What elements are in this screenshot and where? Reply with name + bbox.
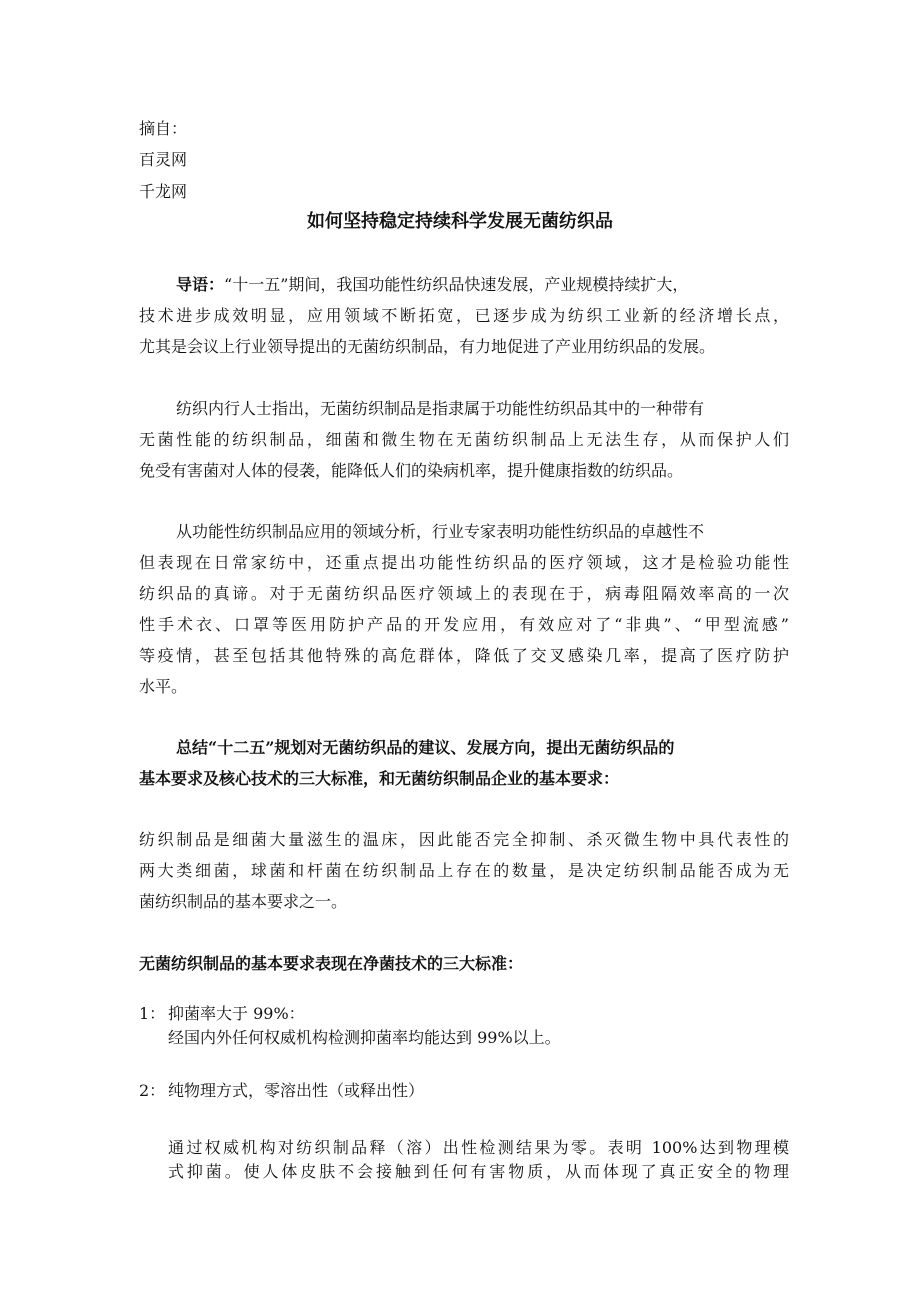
item1-number: 1： (139, 1004, 166, 1023)
para3-line-2: 两大类细菌，球菌和杆菌在纺织制品上存在的数量，是决定纺织制品能否成为无 (139, 861, 789, 880)
para2-line-2: 但表现在日常家纺中，还重点提出功能性纺织品的医疗领域，这才是检验功能性 (139, 553, 789, 572)
para2-line-6: 水平。 (139, 677, 188, 696)
intro-line-3: 尤其是会议上行业领导提出的无菌纺织制品，有力地促进了产业用纺织品的发展。 (139, 337, 716, 356)
intro-lead-label: 导语： (176, 275, 225, 294)
item1-title: 抑菌率大于 99%： (168, 1004, 305, 1023)
intro-line-2: 技术进步成效明显，应用领域不断拓宽，已逐步成为纺织工业新的经济增长点， (139, 306, 789, 325)
item2-title: 纯物理方式，零溶出性（或释出性） (168, 1081, 425, 1100)
item2-detail-line-1: 通过权威机构对纺织制品释（溶）出性检测结果为零。表明 100%达到物理模 (168, 1138, 789, 1157)
para3-line-1: 纺织制品是细菌大量滋生的温床，因此能否完全抑制、杀灭微生物中具代表性的 (139, 830, 789, 849)
standards-heading: 无菌纺织制品的基本要求表现在净菌技术的三大标准： (139, 954, 524, 973)
item1-detail: 经国内外任何权威机构检测抑菌率均能达到 99%以上。 (168, 1028, 561, 1047)
source-label: 摘自： (139, 119, 188, 138)
para2-line-1: 从功能性纺织制品应用的领域分析，行业专家表明功能性纺织品的卓越性不 (176, 522, 705, 541)
item2-detail-line-2: 式抑菌。使人体皮肤不会接触到任何有害物质，从而体现了真正安全的物理 (168, 1162, 789, 1181)
item2-number: 2： (139, 1081, 166, 1100)
intro-line-1: 导语：“十一五”期间，我国功能性纺织品快速发展，产业规模持续扩大， (176, 275, 689, 294)
source-site-2: 千龙网 (139, 182, 188, 201)
para2-line-4: 性手术衣、口罩等医用防护产品的开发应用，有效应对了“非典”、“甲型流感” (139, 615, 789, 634)
para1-line-3: 免受有害菌对人体的侵袭，能降低人们的染病机率，提升健康指数的纺织品。 (139, 461, 684, 480)
source-site-1: 百灵网 (139, 150, 188, 169)
para2-line-5: 等疫情，甚至包括其他特殊的高危群体，降低了交叉感染几率，提高了医疗防护 (139, 646, 789, 665)
para2-line-3: 纺织品的真谛。对于无菌纺织品医疗领域上的表现在于，病毒阻隔效率高的一次 (139, 584, 789, 603)
summary-line-1: 总结“十二五”规划对无菌纺织品的建议、发展方向，提出无菌纺织品的 (176, 738, 675, 757)
summary-line-2: 基本要求及核心技术的三大标准，和无菌纺织制品企业的基本要求： (139, 769, 620, 788)
page-title: 如何坚持稳定持续科学发展无菌纺织品 (307, 211, 613, 232)
para1-line-1: 纺织内行人士指出，无菌纺织制品是指隶属于功能性纺织品其中的一种带有 (176, 399, 705, 418)
para1-line-2: 无菌性能的纺织制品，细菌和微生物在无菌纺织制品上无法生存，从而保护人们 (139, 430, 789, 449)
para3-line-3: 菌纺织制品的基本要求之一。 (139, 892, 348, 911)
